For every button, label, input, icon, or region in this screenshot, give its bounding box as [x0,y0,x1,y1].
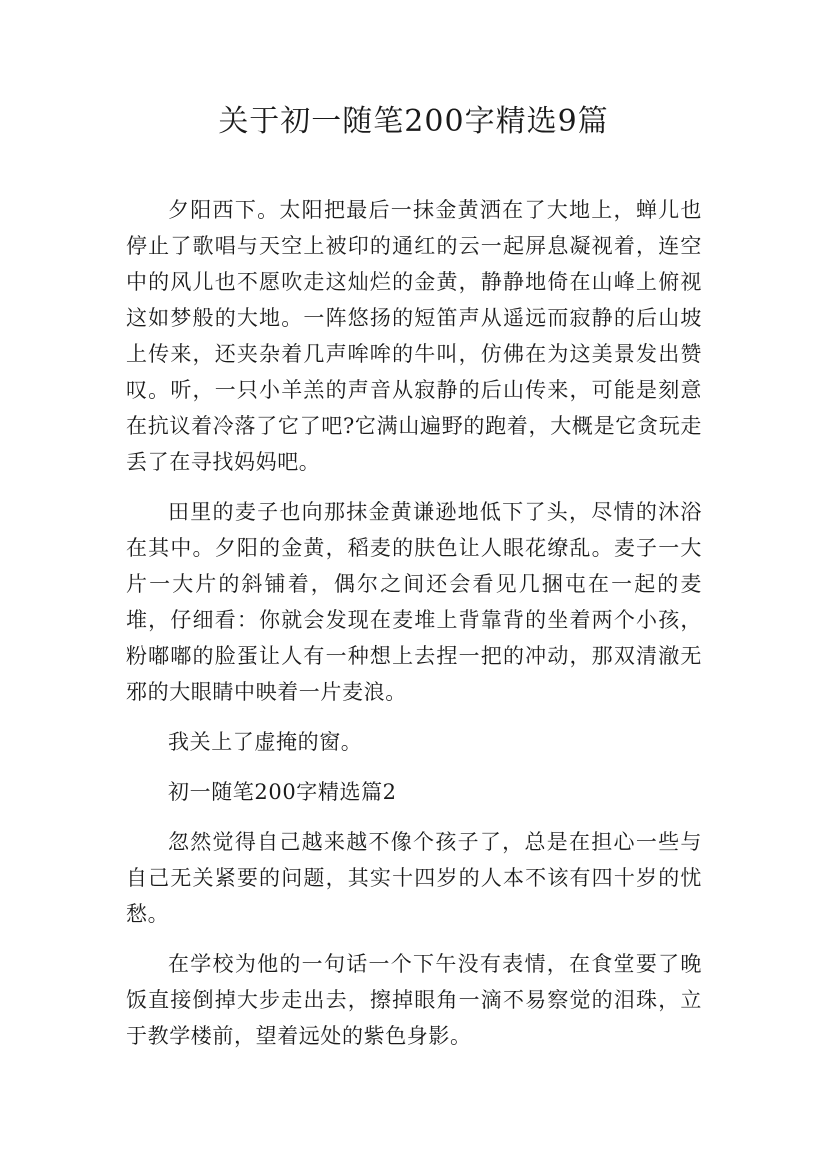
paragraph-5: 在学校为他的一句话一个下午没有表情，在食堂要了晚饭直接倒掉大步走出去，擦掉眼角一滴不易察觉的泪珠，立于教学楼前，望着远处的紫色身影。 [126,952,702,1048]
paragraph-1: 夕阳西下。太阳把最后一抹金黄洒在了大地上，蝉儿也停止了歌唱与天空上被印的通红的云一起屏息凝视着，连空中的风儿也不愿吹走这灿烂的金黄，静静地倚在山峰上俯视这如梦般的大地。一阵悠扬的短笛声从遥远而寂静的后山坡上传来，还夹杂着几声哞哞的牛叫，仿佛在为这美景发出赞叹。听，一只小羊羔的声音从寂静的后山传来，可能是刻意在抗议着冷落了它了吧?它满山遍野的跑着，大概是它贪玩走丢了在寻找妈妈吧。 [126,198,702,474]
paragraph-4: 忽然觉得自己越来越不像个孩子了，总是在担心一些与自己无关紧要的问题，其实十四岁的人本不该有四十岁的忧愁。 [126,830,702,926]
section-heading: 初一随笔200字精选篇2 [168,780,397,804]
document-body [126,192,702,1054]
paragraph-3: 我关上了虚掩的窗。 [168,730,363,754]
document-title: 关于初一随笔200字精选9篇 [218,104,609,139]
paragraph-2: 田里的麦子也向那抹金黄谦逊地低下了头，尽情的沐浴在其中。夕阳的金黄，稻麦的肤色让人眼花缭乱。麦子一大片一大片的斜铺着，偶尔之间还会看见几捆屯在一起的麦堆，仔细看：你就会发现在麦堆上背靠背的坐着两个小孩，粉嘟嘟的脸蛋让人有一种想上去捏一把的冲动，那双清澈无邪的大眼睛中映着一片麦浪。 [126,500,702,704]
